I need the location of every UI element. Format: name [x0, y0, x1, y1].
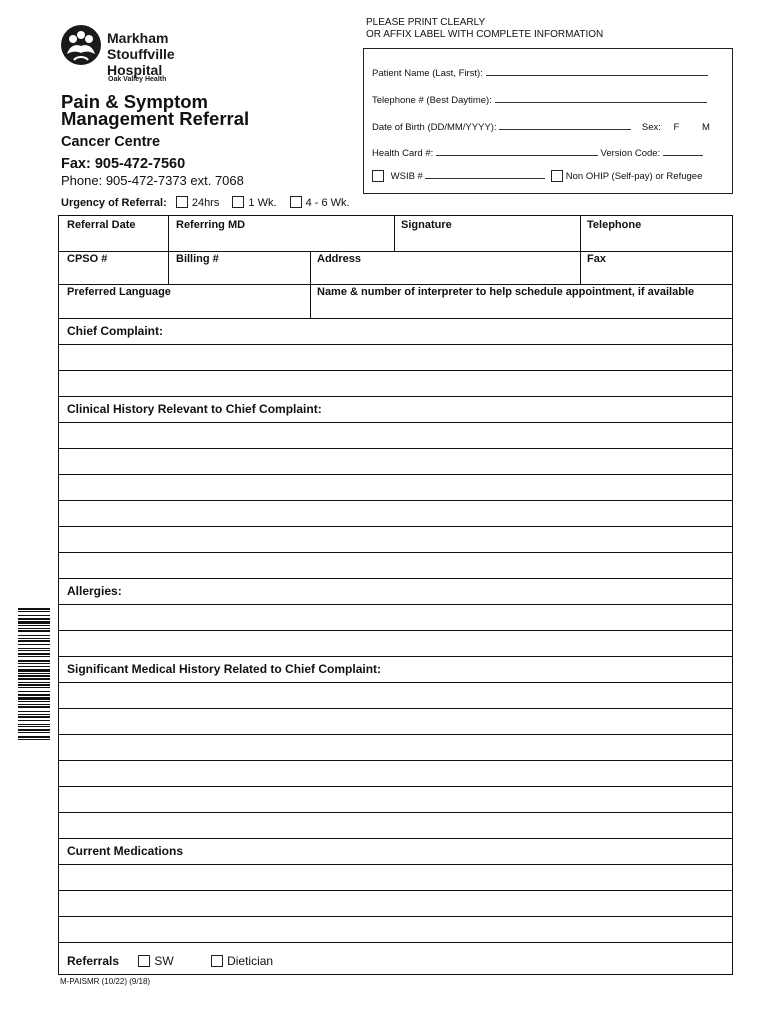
- interpreter-field[interactable]: Name & number of interpreter to help schedule appointment, if available: [317, 286, 695, 298]
- logo-subtitle: Oak Valley Health: [108, 76, 167, 83]
- urgency-24hrs-label: 24hrs: [191, 197, 220, 209]
- urgency-4-6wk-label: 4 - 6 Wk.: [305, 197, 350, 209]
- urgency-24hrs-checkbox[interactable]: [176, 196, 188, 208]
- urgency-of-referral: [61, 196, 360, 209]
- referral-form-grid: [58, 215, 733, 975]
- grid-line: [59, 370, 732, 371]
- grid-line: [59, 942, 732, 943]
- urgency-label: Urgency of Referral:: [61, 197, 167, 209]
- print-instructions: [366, 17, 603, 41]
- wsib-line[interactable]: [425, 170, 545, 179]
- grid-line: [59, 812, 732, 813]
- logo-line-1: Markham: [107, 30, 169, 46]
- referral-sw-label: SW: [154, 954, 174, 968]
- medical-history-section[interactable]: Significant Medical History Related to Chief Complaint:: [67, 662, 382, 676]
- grid-line: [59, 448, 732, 449]
- chief-complaint-section[interactable]: Chief Complaint:: [67, 324, 163, 338]
- grid-line: [59, 864, 732, 865]
- patient-label-box: [363, 48, 733, 194]
- telephone-field[interactable]: [372, 94, 707, 106]
- form-code: M-PAISMR (10/22) (9/18): [60, 977, 151, 986]
- urgency-1wk-checkbox[interactable]: [232, 196, 244, 208]
- referral-dietician-label: Dietician: [227, 954, 274, 968]
- telephone-line[interactable]: [495, 94, 707, 103]
- dob-line[interactable]: [499, 121, 631, 130]
- hospital-logo: [60, 24, 220, 86]
- grid-line: [59, 422, 732, 423]
- signature-field[interactable]: Signature: [401, 219, 452, 231]
- referrals-row: [67, 954, 307, 968]
- grid-line: [59, 760, 732, 761]
- health-card-label: Health Card #:: [372, 148, 434, 159]
- non-ohip-checkbox[interactable]: [551, 170, 563, 182]
- grid-line: [394, 216, 395, 251]
- urgency-option-1wk[interactable]: [232, 197, 276, 209]
- urgency-option-24hrs[interactable]: [176, 197, 220, 209]
- md-fax-field[interactable]: Fax: [587, 253, 606, 265]
- phone-number: Phone: 905-472-7373 ext. 7068: [61, 173, 244, 188]
- urgency-1wk-label: 1 Wk.: [248, 197, 277, 209]
- grid-line: [59, 890, 732, 891]
- wsib-checkbox[interactable]: [372, 170, 384, 182]
- md-telephone-field[interactable]: Telephone: [587, 219, 642, 231]
- logo-line-2: Stouffville: [107, 46, 175, 62]
- dob-label: Date of Birth (DD/MM/YYYY):: [372, 122, 497, 133]
- grid-line: [59, 682, 732, 683]
- form-title: [61, 93, 321, 127]
- grid-line: [59, 552, 732, 553]
- grid-line: [59, 604, 732, 605]
- grid-line: [580, 216, 581, 284]
- urgency-4-6wk-checkbox[interactable]: [290, 196, 302, 208]
- version-code-label: Version Code:: [600, 148, 661, 159]
- grid-line: [59, 500, 732, 501]
- health-card-field[interactable]: [372, 147, 703, 159]
- clinical-history-section[interactable]: Clinical History Relevant to Chief Complaint:: [67, 402, 322, 416]
- grid-line: [59, 318, 732, 319]
- health-card-line[interactable]: [436, 147, 598, 156]
- referring-md-field[interactable]: Referring MD: [176, 219, 246, 231]
- fax-number: Fax: 905-472-7560: [61, 156, 186, 172]
- allergies-section[interactable]: Allergies:: [67, 584, 122, 598]
- grid-line: [59, 474, 732, 475]
- urgency-option-4-6wk[interactable]: [290, 197, 350, 209]
- barcode: [18, 608, 50, 740]
- patient-name-field[interactable]: [372, 67, 708, 79]
- print-instructions-line-2: OR AFFIX LABEL WITH COMPLETE INFORMATION: [366, 29, 604, 40]
- telephone-label: Telephone # (Best Daytime):: [372, 95, 492, 106]
- grid-line: [59, 838, 732, 839]
- billing-field[interactable]: Billing #: [176, 253, 219, 265]
- referral-option-sw[interactable]: [138, 954, 173, 968]
- dob-field[interactable]: [372, 121, 710, 133]
- grid-line: [59, 656, 732, 657]
- patient-name-label: Patient Name (Last, First):: [372, 68, 483, 79]
- sex-label: Sex:: [641, 122, 661, 133]
- address-field[interactable]: Address: [317, 253, 362, 265]
- patient-name-line[interactable]: [486, 67, 708, 76]
- grid-line: [59, 578, 732, 579]
- preferred-language-field[interactable]: Preferred Language: [67, 286, 171, 298]
- non-ohip-label: Non OHIP (Self-pay) or Refugee: [565, 171, 703, 182]
- grid-line: [168, 216, 169, 284]
- sex-m-option[interactable]: M: [701, 122, 710, 133]
- grid-line: [59, 708, 732, 709]
- wsib-label: WSIB #: [390, 171, 423, 182]
- print-instructions-line-1: PLEASE PRINT CLEARLY: [366, 17, 486, 28]
- grid-line: [59, 251, 732, 252]
- current-medications-section[interactable]: Current Medications: [67, 844, 184, 858]
- logo-wordmark: [107, 30, 175, 78]
- referral-date-field[interactable]: Referral Date: [67, 219, 136, 231]
- referral-dietician-checkbox[interactable]: [211, 955, 223, 967]
- department-name: Cancer Centre: [61, 134, 161, 150]
- grid-line: [59, 284, 732, 285]
- hospital-logo-icon: [60, 24, 102, 66]
- grid-line: [310, 251, 311, 318]
- form-title-line-2: Management Referral: [61, 108, 250, 129]
- grid-line: [59, 786, 732, 787]
- sex-f-option[interactable]: F: [673, 122, 680, 133]
- referrals-label: Referrals: [67, 954, 120, 968]
- referral-option-dietician[interactable]: [211, 954, 273, 968]
- grid-line: [59, 734, 732, 735]
- logo-line-3: Hospital: [107, 62, 163, 78]
- wsib-field[interactable]: [372, 170, 702, 182]
- referral-sw-checkbox[interactable]: [138, 955, 150, 967]
- grid-line: [59, 630, 732, 631]
- grid-line: [59, 526, 732, 527]
- grid-line: [59, 396, 732, 397]
- cpso-field[interactable]: CPSO #: [67, 253, 108, 265]
- grid-line: [59, 916, 732, 917]
- version-code-line[interactable]: [663, 147, 703, 156]
- grid-line: [59, 344, 732, 345]
- form-title-line-1: Pain & Symptom: [61, 91, 208, 112]
